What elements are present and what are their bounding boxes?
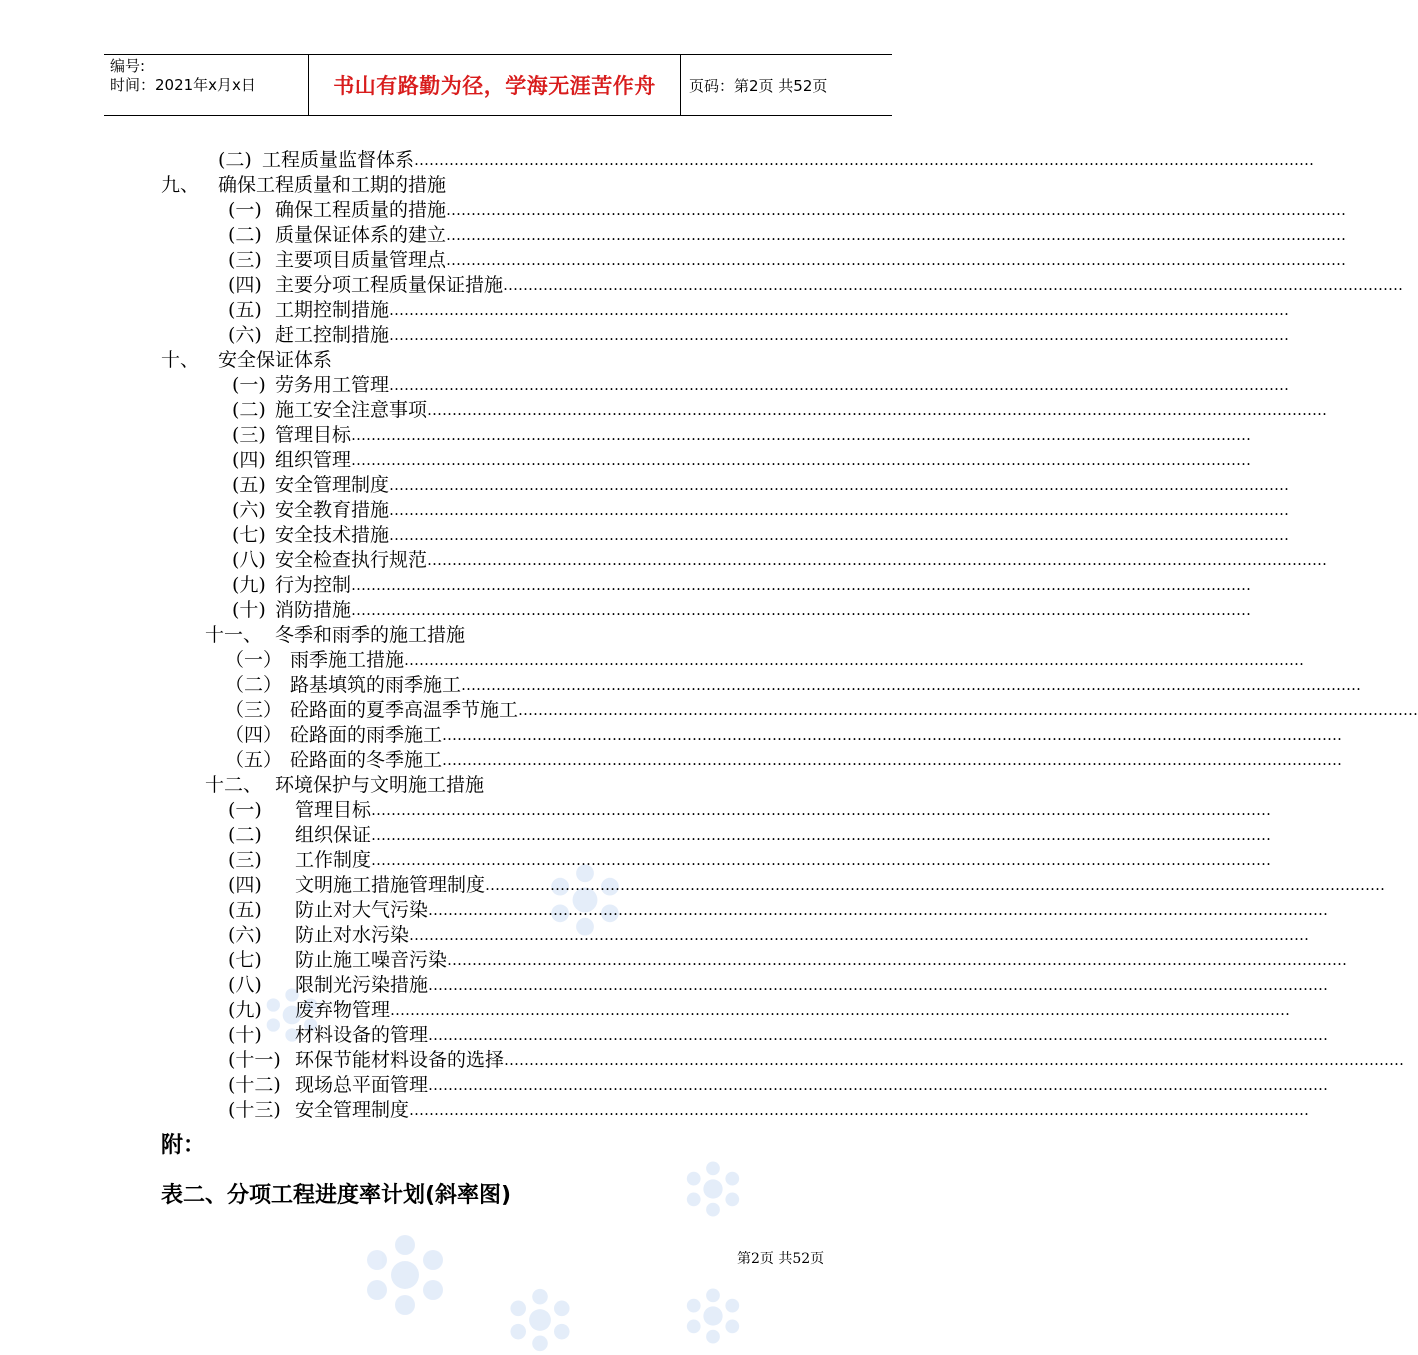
toc-leader-dots: ……………………………………………………………………………………………………………………………………………………………… xyxy=(447,951,1348,969)
toc-leader-dots: ……………………………………………………………………………………………………………………………………………………………… xyxy=(485,876,1386,894)
toc-entry[interactable] xyxy=(228,948,1348,973)
toc-leader-dots: ……………………………………………………………………………………………………………………………………………………………… xyxy=(442,751,1343,769)
toc-leader-dots: ……………………………………………………………………………………………………………………………………………………………… xyxy=(442,726,1343,744)
toc-entry-title: 雨季施工措施 xyxy=(290,649,405,671)
toc-entry[interactable] xyxy=(228,1023,1329,1048)
toc-entry-title: 砼路面的夏季高温季节施工 xyxy=(290,699,519,721)
toc-entry-number: (五) xyxy=(228,299,262,321)
toc-entry-title: 组织保证 xyxy=(295,824,372,846)
toc-leader-dots: ……………………………………………………………………………………………………………………………………………………………… xyxy=(518,701,1418,719)
toc-leader-dots: ……………………………………………………………………………………………………………………………………………………………… xyxy=(389,301,1290,319)
toc-entry-number: (六) xyxy=(228,324,262,346)
snowflake-watermark-icon xyxy=(682,1285,744,1347)
toc-entry-title: 环保节能材料设备的选择 xyxy=(295,1049,505,1071)
toc-entry-number: （五） xyxy=(225,749,283,771)
toc-entry-title: 防止施工噪音污染 xyxy=(295,949,448,971)
toc-leader-dots: ……………………………………………………………………………………………………………………………………………………………… xyxy=(389,326,1290,344)
toc-entry[interactable] xyxy=(228,1048,1405,1073)
toc-leader-dots: ……………………………………………………………………………………………………………………………………………………………… xyxy=(351,426,1252,444)
toc-entry-number: (三) xyxy=(228,849,262,871)
toc-entry-title: 防止对大气污染 xyxy=(295,899,429,921)
toc-entry-number: （三） xyxy=(225,699,283,721)
toc-entry-title: 确保工程质量和工期的措施 xyxy=(218,174,447,196)
toc-entry[interactable] xyxy=(228,1098,1310,1123)
toc-entry[interactable] xyxy=(225,673,1362,698)
toc-entry[interactable] xyxy=(228,923,1310,948)
header-motto: 书山有路勤为径，学海无涯苦作舟 xyxy=(309,55,681,115)
toc-entry-number: (十三) xyxy=(228,1099,281,1121)
toc-entry-number: （四） xyxy=(225,724,283,746)
toc-entry-title: 环境保护与文明施工措施 xyxy=(275,774,485,796)
toc-entry-number: (一) xyxy=(232,374,266,396)
toc-entry[interactable] xyxy=(228,198,1347,223)
toc-entry[interactable] xyxy=(225,723,1343,748)
toc-entry-title: 限制光污染措施 xyxy=(295,974,429,996)
toc-entry-number: (十一) xyxy=(228,1049,281,1071)
toc-entry[interactable] xyxy=(232,598,1252,623)
toc-entry[interactable] xyxy=(232,448,1252,473)
snowflake-watermark-icon xyxy=(360,1230,450,1320)
toc-entry-title: 安全检查执行规范 xyxy=(275,549,428,571)
toc-entry-title: 行为控制 xyxy=(275,574,352,596)
appendix-table-title: 表二、分项工程进度率计划(斜率图) xyxy=(161,1183,512,1208)
toc-entry[interactable] xyxy=(228,1073,1329,1098)
toc-leader-dots: ……………………………………………………………………………………………………………………………………………………………… xyxy=(404,651,1305,669)
toc-entry-title: 确保工程质量的措施 xyxy=(275,199,447,221)
toc-entry-number: (九) xyxy=(228,999,262,1021)
toc-entry-title: 管理目标 xyxy=(295,799,372,821)
toc-entry-title: 管理目标 xyxy=(275,424,352,446)
header-page-info: 页码：第2页 共52页 xyxy=(689,76,828,95)
toc-entry-title: 赶工控制措施 xyxy=(275,324,390,346)
toc-entry-title: 安全管理制度 xyxy=(295,1099,410,1121)
toc-entry[interactable] xyxy=(161,348,332,373)
toc-entry-number: (一) xyxy=(228,199,262,221)
toc-entry-number: (十) xyxy=(228,1024,262,1046)
toc-entry[interactable] xyxy=(228,298,1290,323)
toc-leader-dots: ……………………………………………………………………………………………………………………………………………………………… xyxy=(428,1026,1329,1044)
toc-entry[interactable] xyxy=(228,798,1272,823)
toc-entry[interactable] xyxy=(232,423,1252,448)
toc-leader-dots: ……………………………………………………………………………………………………………………………………………………………… xyxy=(351,576,1252,594)
toc-entry-title: 主要分项工程质量保证措施 xyxy=(275,274,504,296)
toc-entry-number: (二) xyxy=(228,824,262,846)
toc-entry-title: 现场总平面管理 xyxy=(295,1074,429,1096)
toc-entry[interactable] xyxy=(225,698,1418,723)
toc-entry-number: 十一、 xyxy=(205,624,263,646)
toc-leader-dots: ……………………………………………………………………………………………………………………………………………………………… xyxy=(371,851,1272,869)
toc-entry[interactable] xyxy=(228,998,1291,1023)
toc-entry[interactable] xyxy=(225,748,1343,773)
toc-leader-dots: ……………………………………………………………………………………………………………………………………………………………… xyxy=(428,976,1329,994)
toc-entry-title: 砼路面的冬季施工 xyxy=(290,749,443,771)
toc-entry-title: 组织管理 xyxy=(275,449,352,471)
toc-leader-dots: ……………………………………………………………………………………………………………………………………………………………… xyxy=(446,201,1347,219)
toc-entry-number: (四) xyxy=(228,874,262,896)
toc-entry-number: (五) xyxy=(228,899,262,921)
toc-entry-number: （二） xyxy=(225,674,283,696)
toc-entry-number: （一） xyxy=(225,649,283,671)
toc-entry[interactable] xyxy=(228,248,1347,273)
toc-leader-dots: ……………………………………………………………………………………………………………………………………………………………… xyxy=(389,501,1290,519)
toc-entry[interactable] xyxy=(228,323,1290,348)
toc-entry-number: (十) xyxy=(232,599,266,621)
toc-leader-dots: ……………………………………………………………………………………………………………………………………………………………… xyxy=(427,401,1328,419)
toc-leader-dots: ……………………………………………………………………………………………………………………………………………………………… xyxy=(428,901,1329,919)
toc-entry[interactable] xyxy=(161,173,446,198)
toc-entry-number: (四) xyxy=(228,274,262,296)
toc-leader-dots: ……………………………………………………………………………………………………………………………………………………………… xyxy=(446,226,1347,244)
toc-entry-number: 十、 xyxy=(161,349,200,371)
toc-entry-number: (九) xyxy=(232,574,266,596)
toc-entry[interactable] xyxy=(205,773,484,798)
toc-entry-title: 路基填筑的雨季施工 xyxy=(290,674,462,696)
toc-entry-number: (八) xyxy=(228,974,262,996)
toc-entry-title: 主要项目质量管理点 xyxy=(275,249,447,271)
toc-leader-dots: ……………………………………………………………………………………………………………………………………………………………… xyxy=(428,1076,1329,1094)
toc-entry[interactable] xyxy=(228,973,1329,998)
time-label: 时间：2021年x月x日 xyxy=(110,76,256,94)
toc-entry-number: (八) xyxy=(232,549,266,571)
toc-entry[interactable] xyxy=(228,873,1386,898)
toc-entry[interactable] xyxy=(228,273,1404,298)
page-footer: 第2页 共52页 xyxy=(737,1251,825,1267)
toc-entry[interactable] xyxy=(218,148,1315,173)
toc-entry-number: (二) xyxy=(232,399,266,421)
toc-entry[interactable] xyxy=(232,573,1252,598)
number-label: 编号: xyxy=(110,57,146,75)
toc-leader-dots: ……………………………………………………………………………………………………………………………………………………………… xyxy=(409,926,1310,944)
toc-leader-dots: ……………………………………………………………………………………………………………………………………………………………… xyxy=(371,801,1272,819)
snowflake-watermark-icon xyxy=(505,1285,575,1355)
toc-entry-title: 冬季和雨季的施工措施 xyxy=(275,624,466,646)
toc-entry-number: (七) xyxy=(228,949,262,971)
toc-entry[interactable] xyxy=(232,373,1290,398)
page-header xyxy=(104,54,892,116)
toc-entry-title: 质量保证体系的建立 xyxy=(275,224,447,246)
toc-entry-title: 砼路面的雨季施工 xyxy=(290,724,443,746)
toc-leader-dots: ……………………………………………………………………………………………………………………………………………………………… xyxy=(409,1101,1310,1119)
toc-entry-number: (一) xyxy=(228,799,262,821)
toc-entry[interactable] xyxy=(225,648,1305,673)
snowflake-watermark-icon xyxy=(682,1158,744,1220)
toc-entry-title: 文明施工措施管理制度 xyxy=(295,874,486,896)
toc-entry-title: 施工安全注意事项 xyxy=(275,399,428,421)
toc-entry[interactable] xyxy=(205,623,465,648)
toc-entry-title: 工程质量监督体系 xyxy=(262,149,415,171)
toc-leader-dots: ……………………………………………………………………………………………………………………………………………………………… xyxy=(503,276,1404,294)
toc-leader-dots: ……………………………………………………………………………………………………………………………………………………………… xyxy=(371,826,1272,844)
toc-entry-number: (十二) xyxy=(228,1074,281,1096)
toc-entry[interactable] xyxy=(228,898,1329,923)
toc-leader-dots: ……………………………………………………………………………………………………………………………………………………………… xyxy=(389,476,1290,494)
toc-entry-number: 十二、 xyxy=(205,774,263,796)
toc-entry-number: (二) xyxy=(218,149,252,171)
toc-leader-dots: ……………………………………………………………………………………………………………………………………………………………… xyxy=(461,676,1362,694)
toc-entry-number: (六) xyxy=(232,499,266,521)
toc-entry-title: 工期控制措施 xyxy=(275,299,390,321)
toc-leader-dots: ……………………………………………………………………………………………………………………………………………………………… xyxy=(446,251,1347,269)
toc-leader-dots: ……………………………………………………………………………………………………………………………………………………………… xyxy=(504,1051,1405,1069)
toc-leader-dots: ……………………………………………………………………………………………………………………………………………………………… xyxy=(414,151,1315,169)
toc-entry-title: 废弃物管理 xyxy=(295,999,391,1021)
toc-entry-title: 防止对水污染 xyxy=(295,924,410,946)
toc-entry-number: (三) xyxy=(228,249,262,271)
header-meta xyxy=(104,55,309,115)
toc-entry-title: 工作制度 xyxy=(295,849,372,871)
toc-entry[interactable] xyxy=(228,823,1272,848)
toc-entry-number: (五) xyxy=(232,474,266,496)
toc-leader-dots: ……………………………………………………………………………………………………………………………………………………………… xyxy=(351,601,1252,619)
toc-entry[interactable] xyxy=(228,223,1347,248)
toc-entry-number: 九、 xyxy=(161,174,200,196)
appendix-label: 附： xyxy=(161,1133,206,1158)
toc-entry-title: 安全教育措施 xyxy=(275,499,390,521)
toc-leader-dots: ……………………………………………………………………………………………………………………………………………………………… xyxy=(389,376,1290,394)
toc-entry[interactable] xyxy=(232,523,1290,548)
toc-entry-number: (三) xyxy=(232,424,266,446)
toc-leader-dots: ……………………………………………………………………………………………………………………………………………………………… xyxy=(351,451,1252,469)
toc-entry-number: (二) xyxy=(228,224,262,246)
toc-entry-title: 安全保证体系 xyxy=(218,349,333,371)
toc-entry-number: (四) xyxy=(232,449,266,471)
toc-entry[interactable] xyxy=(232,548,1328,573)
toc-leader-dots: ……………………………………………………………………………………………………………………………………………………………… xyxy=(427,551,1328,569)
toc-entry-title: 材料设备的管理 xyxy=(295,1024,429,1046)
toc-entry-title: 安全技术措施 xyxy=(275,524,390,546)
toc-leader-dots: ……………………………………………………………………………………………………………………………………………………………… xyxy=(390,1001,1291,1019)
toc-entry-title: 劳务用工管理 xyxy=(275,374,390,396)
toc-entry[interactable] xyxy=(232,473,1290,498)
toc-leader-dots: ……………………………………………………………………………………………………………………………………………………………… xyxy=(389,526,1290,544)
toc-entry-title: 安全管理制度 xyxy=(275,474,390,496)
toc-entry[interactable] xyxy=(232,498,1290,523)
toc-entry-number: (七) xyxy=(232,524,266,546)
toc-entry-number: (六) xyxy=(228,924,262,946)
toc-entry[interactable] xyxy=(232,398,1328,423)
toc-entry-title: 消防措施 xyxy=(275,599,352,621)
toc-entry[interactable] xyxy=(228,848,1272,873)
